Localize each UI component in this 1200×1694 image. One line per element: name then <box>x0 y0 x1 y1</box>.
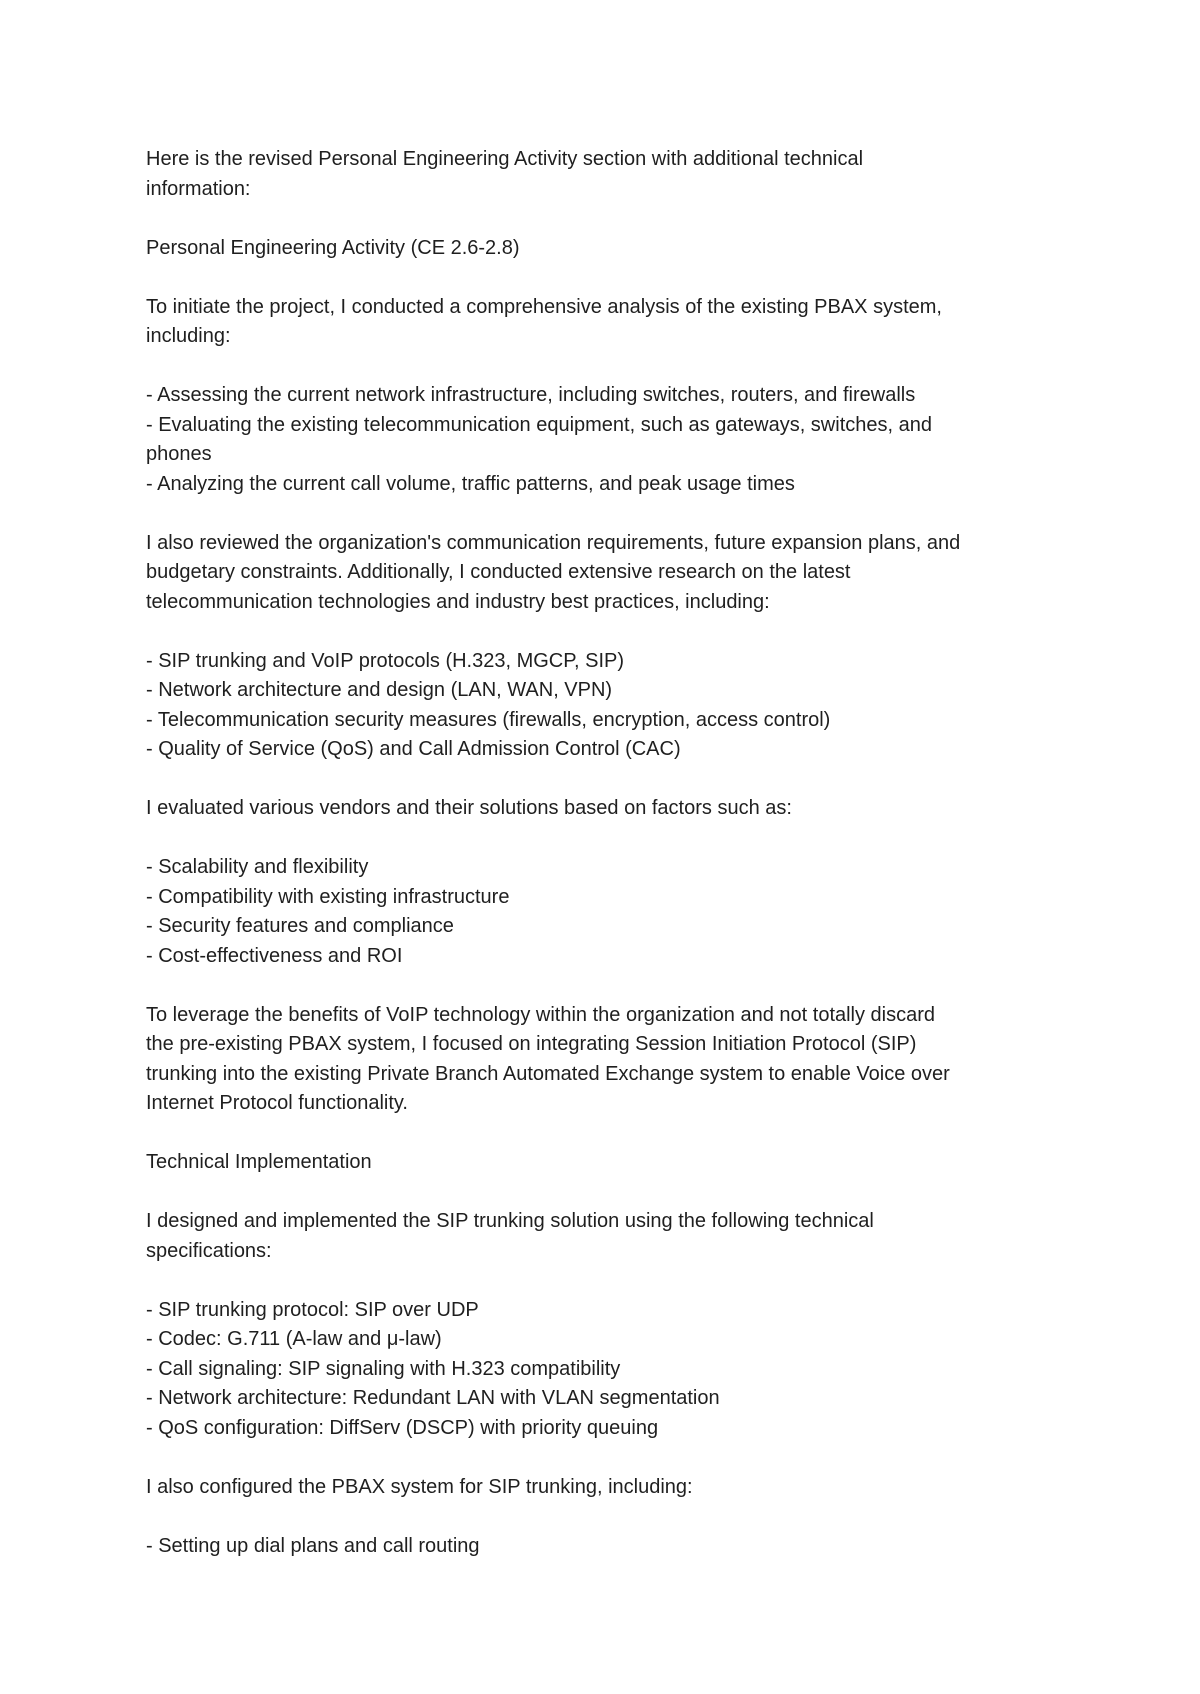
list-item: - Codec: G.711 (A-law and μ-law) <box>146 1328 442 1350</box>
list-item: - Network architecture and design (LAN, WAN, VPN) <box>146 679 613 701</box>
list-item: - Compatibility with existing infrastructure <box>146 885 510 908</box>
paragraph-line: I designed and implemented the SIP trunking solution using the following technical <box>146 1210 874 1232</box>
paragraph-line: budgetary constraints. Additionally, I conducted extensive research on the latest <box>146 561 851 583</box>
subheading: Technical Implementation <box>146 1151 372 1173</box>
paragraph-line: trunking into the existing Private Branch Automated Exchange system to enable Voice over <box>146 1062 950 1085</box>
list-item: - Scalability and flexibility <box>146 856 369 878</box>
spacer <box>146 352 1066 382</box>
list-item: - SIP trunking and VoIP protocols (H.323, MGCP, SIP) <box>146 649 625 672</box>
paragraph-line: I also reviewed the organization's communication requirements, future expansion plans, and <box>146 531 961 554</box>
spacer <box>146 1119 1066 1149</box>
list-item: - QoS configuration: DiffServ (DSCP) with priority queuing <box>146 1416 659 1439</box>
list-item: - Security features and compliance <box>146 915 454 937</box>
spacer <box>146 617 1066 647</box>
spacer <box>146 1502 1066 1532</box>
spacer <box>146 765 1066 795</box>
spacer <box>146 204 1066 234</box>
list-item: - Analyzing the current call volume, traffic patterns, and peak usage times <box>146 472 795 495</box>
document-page <box>146 145 1066 1561</box>
intro-line: Here is the revised Personal Engineering Activity section with additional technical <box>146 148 864 170</box>
paragraph-line: Internet Protocol functionality. <box>146 1092 408 1114</box>
section-title: Personal Engineering Activity (CE 2.6-2.8) <box>146 236 520 259</box>
list-item: - Assessing the current network infrastructure, including switches, routers, and firewalls <box>146 384 916 406</box>
spacer <box>146 1266 1066 1296</box>
list-item: - Call signaling: SIP signaling with H.323 compatibility <box>146 1357 621 1380</box>
paragraph-line: To initiate the project, I conducted a comprehensive analysis of the existing PBAX system, <box>146 295 942 318</box>
list-item: phones <box>146 443 212 465</box>
paragraph-line: the pre-existing PBAX system, I focused on integrating Session Initiation Protocol (SIP) <box>146 1033 917 1055</box>
list-item: - SIP trunking protocol: SIP over UDP <box>146 1298 479 1321</box>
paragraph-line: specifications: <box>146 1239 272 1262</box>
spacer <box>146 1443 1066 1473</box>
paragraph-line: I also configured the PBAX system for SIP trunking, including: <box>146 1475 693 1498</box>
intro-line: information: <box>146 177 251 200</box>
spacer <box>146 824 1066 854</box>
list-item: - Evaluating the existing telecommunication equipment, such as gateways, switches, and <box>146 413 932 436</box>
paragraph-line: I evaluated various vendors and their solutions based on factors such as: <box>146 797 792 819</box>
list-item: - Quality of Service (QoS) and Call Admission Control (CAC) <box>146 738 681 760</box>
spacer <box>146 499 1066 529</box>
list-item: - Network architecture: Redundant LAN with VLAN segmentation <box>146 1387 720 1409</box>
paragraph-line: telecommunication technologies and industry best practices, including: <box>146 590 770 613</box>
list-item: - Telecommunication security measures (firewalls, encryption, access control) <box>146 708 831 731</box>
paragraph-line: To leverage the benefits of VoIP technology within the organization and not totally discard <box>146 1003 936 1026</box>
spacer <box>146 1178 1066 1208</box>
list-item: - Cost-effectiveness and ROI <box>146 944 403 967</box>
list-item: - Setting up dial plans and call routing <box>146 1534 480 1557</box>
spacer <box>146 263 1066 293</box>
spacer <box>146 971 1066 1001</box>
paragraph-line: including: <box>146 325 231 347</box>
